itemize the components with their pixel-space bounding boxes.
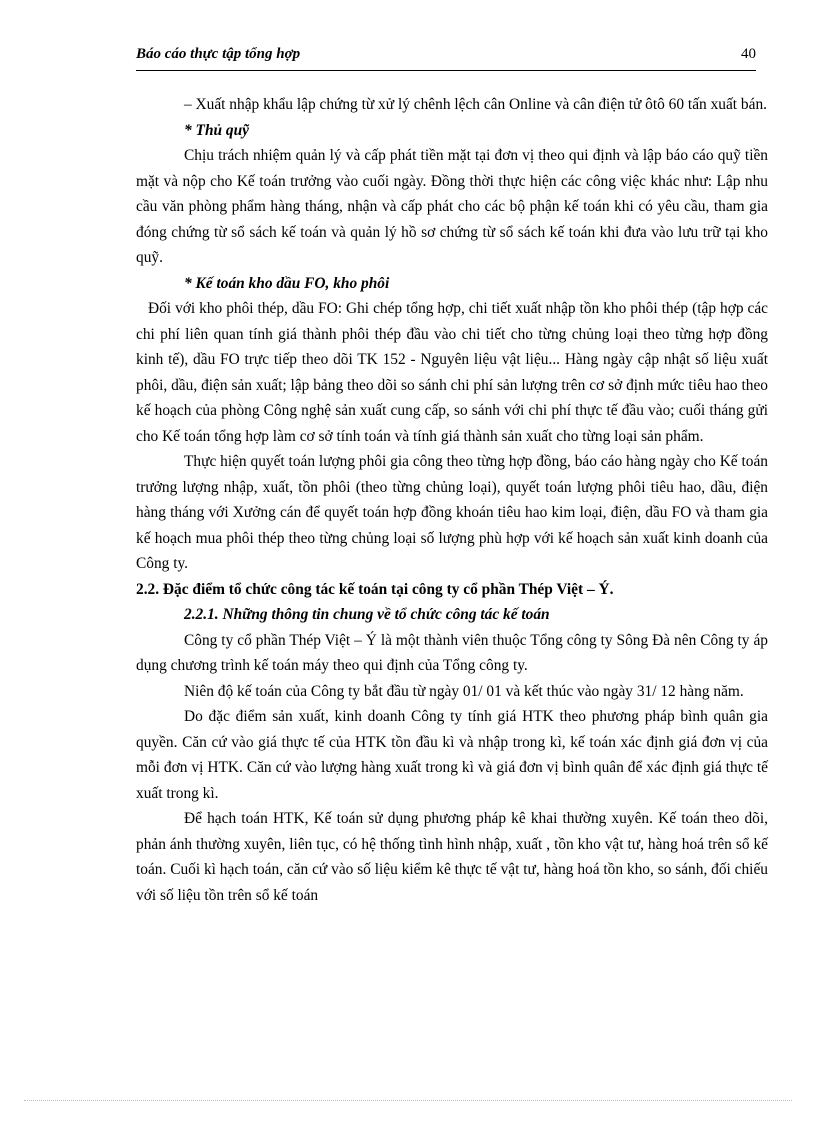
paragraph: Để hạch toán HTK, Kế toán sử dụng phương pháp kê khai thường xuyên. Kế toán theo dõi, phản ánh thường xuyên, liên tục, có hệ thống tình hình nhập, xuất , tồn kho vật tư, hàng hoá trên sổ kế toán. Cuối kì hạch toán, căn cứ vào số liệu kiểm kê thực tế vật tư, hàng hoá tồn kho, so sánh, đối chiếu với số liệu tồn trên sổ kế toán [136,810,768,904]
paragraph: Thực hiện quyết toán lượng phôi gia công theo từng hợp đồng, báo cáo hàng ngày cho Kế toán trưởng lượng nhập, xuất, tồn phôi (theo từng chủng loại), quyết toán lượng phôi tiêu hao, dầu, điện hàng tháng với Xưởng cán để quyết toán hợp đồng khoán tiêu hao kim loại, điện, dầu FO và tham gia kế hoạch mua phôi thép theo từng chủng loại số lượng phù hợp với kế hoạch sản xuất kinh doanh của Công ty. [136,453,768,572]
page-number: 40 [741,46,756,62]
paragraph: Công ty cổ phần Thép Việt – Ý là một thành viên thuộc Tổng công ty Sông Đà nên Công ty áp dụng chương trình kế toán máy theo qui định của Tổng công ty. [136,631,768,674]
document-title: Báo cáo thực tập tổng hợp [136,46,301,62]
footer-divider [24,1100,792,1101]
section-heading-ke-toan-kho: * Kế toán kho dầu FO, kho phôi [184,274,390,292]
paragraph: Do đặc điểm sản xuất, kinh doanh Công ty tính giá HTK theo phương pháp bình quân gia quyền. Căn cứ vào giá thực tế của HTK tồn đầu kì và nhập trong kì, kế toán xác định giá đơn vị của mỗi đơn vị HTK. Căn cứ vào lượng hàng xuất trong kì và giá đơn vị bình quân để xác định giá thực tế xuất trong kì. [136,708,768,802]
section-heading-2-2-1: 2.2.1. Những thông tin chung về tổ chức công tác kế toán [184,606,550,623]
page-header [136,46,756,70]
document-body [136,92,768,908]
paragraph: Đối với kho phôi thép, dầu FO: Ghi chép tổng hợp, chi tiết xuất nhập tồn kho phôi thép (tập hợp các chi phí liên quan tính giá thành phôi thép đầu vào chi tiết cho từng chủng loại theo từng hợp đồng kinh tế), dầu FO trực tiếp theo dõi TK 152 - Nguyên liệu vật liệu... Hàng ngày cập nhật số liệu xuất phôi, dầu, điện sản xuất; lập bảng theo dõi so sánh chi phí sản lượng trên cơ sở định mức tiêu hao theo kế hoạch của phòng Công nghệ sản xuất cung cấp, so sánh với chi phí thực tế đầu vào; cuối tháng gửi cho Kế toán tổng hợp làm cơ sở tính toán và tính giá thành sản xuất cho từng loại sản phẩm. [136,300,768,445]
header-divider [136,70,756,71]
paragraph: Niên độ kế toán của Công ty bắt đầu từ ngày 01/ 01 và kết thúc vào ngày 31/ 12 hàng năm. [184,682,744,700]
paragraph: – Xuất nhập khẩu lập chứng từ xử lý chênh lệch cân Online và cân điện tử ôtô 60 tấn xuất bán. [184,96,767,113]
section-heading-2-2: 2.2. Đặc điểm tổ chức công tác kế toán tại công ty cổ phần Thép Việt – Ý. [136,580,614,598]
paragraph: Chịu trách nhiệm quản lý và cấp phát tiền mặt tại đơn vị theo qui định và lập báo cáo quỹ tiền mặt và nộp cho Kế toán trưởng vào cuối ngày. Đồng thời thực hiện các công việc khác như: Lập nhu cầu văn phòng phẩm hàng tháng, nhận và cấp phát cho các bộ phận kế toán khi có yêu cầu, tham gia đóng chứng từ sổ sách kế toán và quản lý hồ sơ chứng từ sổ sách kế toán khi đưa vào lưu trữ tại kho quỹ. [136,147,768,266]
section-heading-thu-quy: * Thủ quỹ [184,121,249,139]
